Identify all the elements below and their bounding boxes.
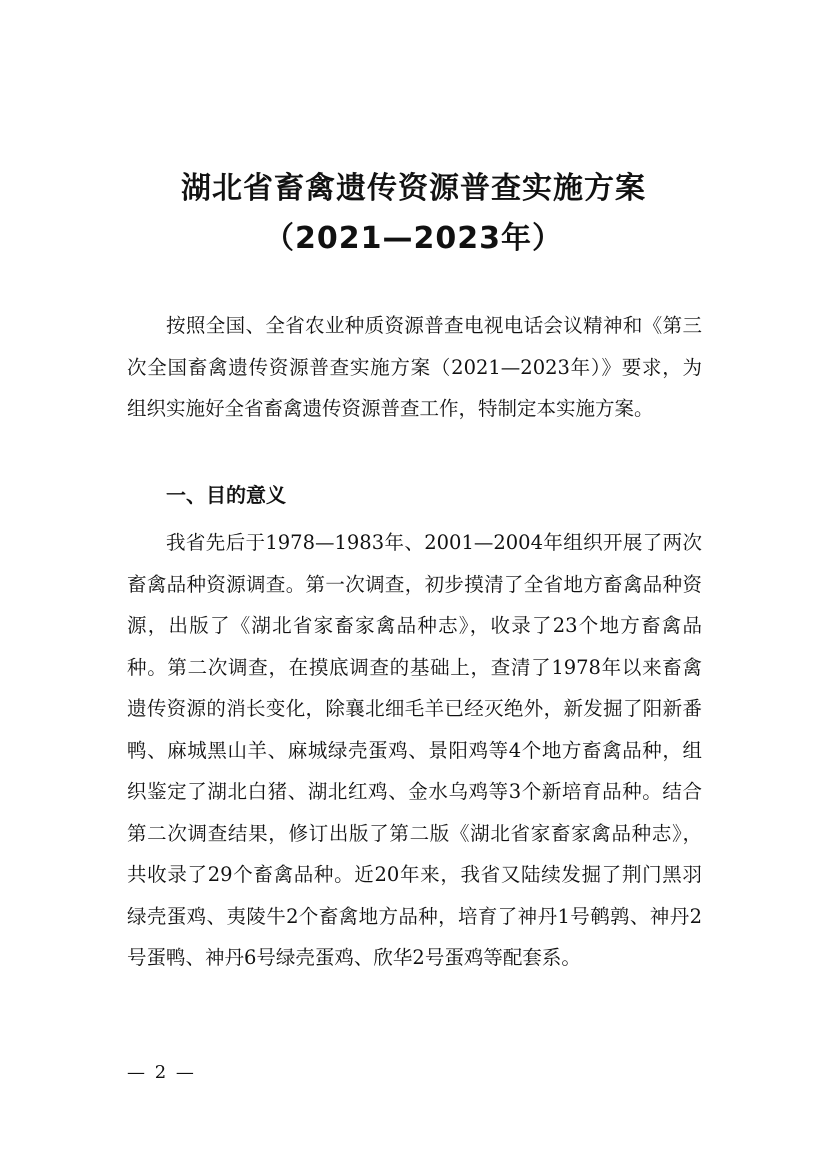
- body-paragraph: 我省先后于1978—1983年、2001—2004年组织开展了两次畜禽品种资源调查。第一次调查，初步摸清了全省地方畜禽品种资源，出版了《湖北省家畜家禽品种志》，收录了23个地方畜禽品种。第二次调查，在摸底调查的基础上，查清了1978年以来畜禽遗传资源的消长变化，除襄北细毛羊已经灭绝外，新发掘了阳新番鸭、麻城黑山羊、麻城绿壳蛋鸡、景阳鸡等4个地方畜禽品种，组织鉴定了湖北白猪、湖北红鸡、金水乌鸡等3个新培育品种。结合第二次调查结果，修订出版了第二版《湖北省家畜家禽品种志》，共收录了29个畜禽品种。近20年来，我省又陆续发掘了荆门黑羽绿壳蛋鸡、夷陵牛2个畜禽地方品种，培育了神丹1号鹌鹑、神丹2号蛋鸭、神丹6号绿壳蛋鸡、欣华2号蛋鸡等配套系。: [127, 531, 702, 969]
- section-heading: 一、目的意义: [166, 483, 286, 507]
- document-title: 湖北省畜禽遗传资源普查实施方案: [181, 171, 646, 206]
- page-number: — 2 —: [127, 1062, 196, 1083]
- intro-paragraph: 按照全国、全省农业种质资源普查电视电话会议精神和《第三次全国畜禽遗传资源普查实施方案（2021—2023年）》要求，为组织实施好全省畜禽遗传资源普查工作，特制定本实施方案。: [127, 314, 702, 420]
- document-subtitle: （2021—2023年）: [264, 221, 563, 256]
